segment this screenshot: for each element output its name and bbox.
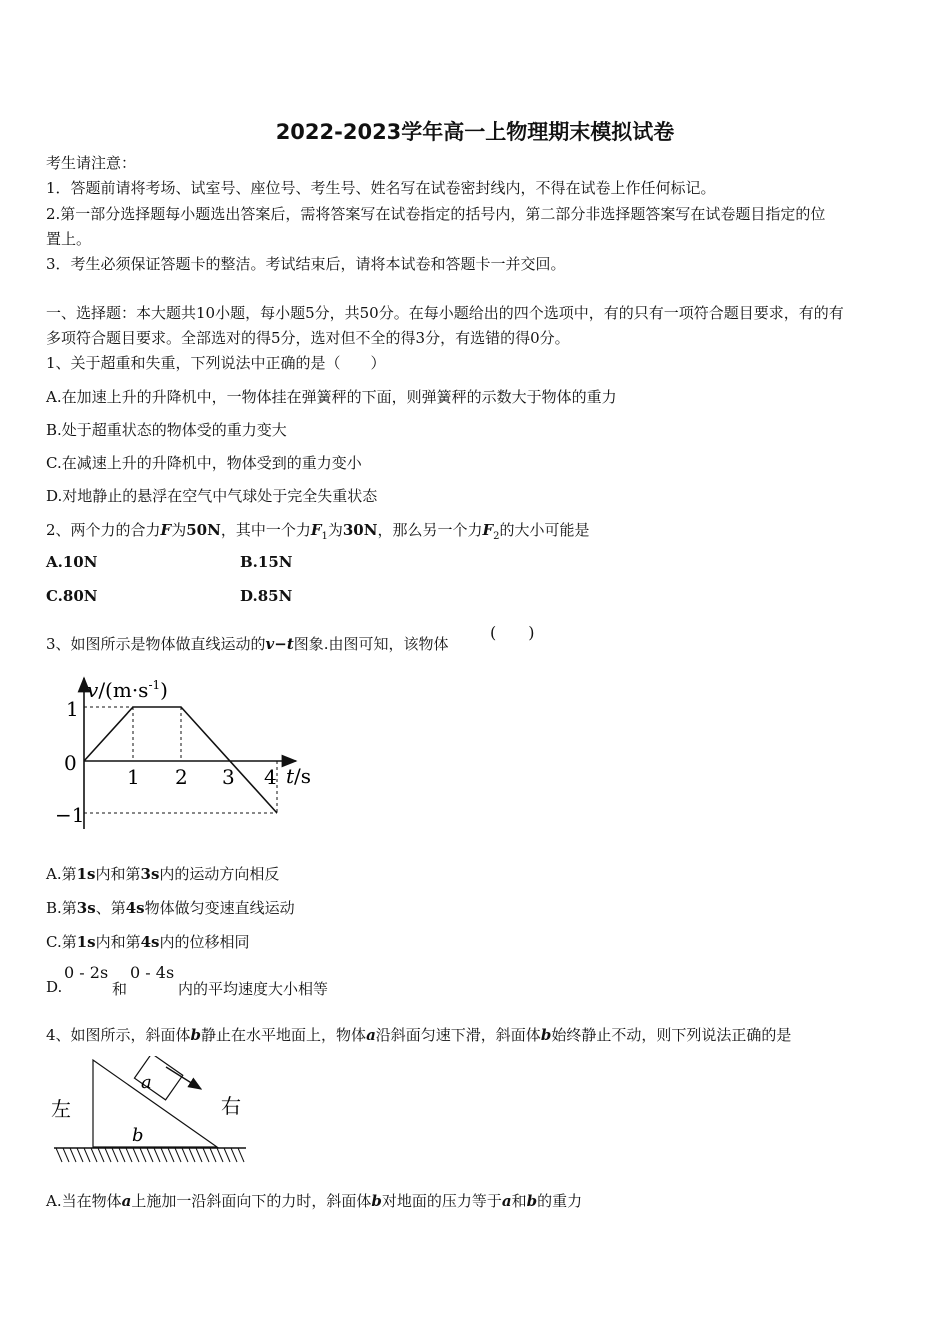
- q3-graph-ylabel-v: v: [87, 678, 99, 702]
- q3-vt: v−t: [265, 635, 294, 653]
- notice-heading: 考生请注意：: [46, 154, 137, 172]
- notice-item-2: 2.第一部分选择题每小题选出答案后，需将答案写在试卷指定的括号内，第二部分非选择题答案写在试卷题目指定的位: [46, 205, 826, 223]
- q3-graph-velocity-line: [84, 707, 277, 813]
- q1-option-c: C.在减速上升的升降机中，物体受到的重力变小: [46, 454, 362, 472]
- q3-graph-xlabel-t: t: [286, 764, 295, 788]
- q3-b-text-3: 物体做匀变速直线运动: [144, 899, 295, 917]
- q2-option-d: D.85N: [240, 587, 293, 605]
- q3-b-3s: 3s: [76, 899, 96, 917]
- q4-a-var-b: b: [371, 1192, 382, 1210]
- q2-stem-text-1: 2、两个力的合力: [46, 521, 161, 539]
- q3-option-c: [46, 931, 250, 952]
- q3-option-a: [46, 863, 279, 884]
- q2-value-50n: 50N: [186, 521, 221, 539]
- q2-stem-text-6: 的大小可能是: [499, 521, 590, 539]
- q3-c-text-1: C.第: [46, 933, 77, 951]
- notice-item-2-cont: 置上。: [46, 230, 92, 248]
- q1-option-a: A.在加速上升的升降机中，一物体挂在弹簧秤的下面，则弹簧秤的示数大于物体的重力: [46, 388, 617, 406]
- q2-force-f2: F: [482, 521, 494, 539]
- q3-graph-tick-x2: 2: [175, 765, 188, 789]
- q3-graph-ylabel-close: ): [160, 678, 168, 702]
- q3-a-text-2: 内和第: [95, 865, 141, 883]
- q2-force-f1: F: [310, 521, 322, 539]
- q3-graph-ylabel: [87, 678, 168, 702]
- page-title: 2022-2023学年高一上物理期末模拟试卷: [275, 120, 675, 144]
- q3-stem-text-2: 图象.由图可知，该物体: [293, 635, 449, 653]
- q4-ground-hatching: [56, 1148, 244, 1162]
- q3-d-text: 内的平均速度大小相等: [178, 980, 329, 998]
- q2-stem-text-3: ，其中一个力: [220, 521, 311, 539]
- q4-a-text-4: 和: [511, 1192, 527, 1210]
- q3-a-text-3: 内的运动方向相反: [159, 865, 280, 883]
- q2-sub-2: 2: [493, 531, 500, 542]
- q3-b-4s: 4s: [125, 899, 145, 917]
- q3-a-1s: 1s: [76, 865, 96, 883]
- q3-b-text-1: B.第: [46, 899, 77, 917]
- q4-a-text-3: 对地面的压力等于: [381, 1192, 502, 1210]
- q4-label-right: 右: [221, 1094, 241, 1118]
- section-intro-line-2: 多项符合题目要求。全部选对的得5分，选对但不全的得3分，有选错的得0分。: [46, 329, 570, 347]
- q4-wedge-label-b: b: [132, 1125, 144, 1146]
- q2-stem: [46, 519, 590, 542]
- q3-vt-graph: [40, 672, 330, 837]
- q3-d-and: 和: [112, 980, 128, 998]
- q3-a-3s: 3s: [140, 865, 160, 883]
- q1-stem: 1、关于超重和失重，下列说法中正确的是（ ）: [46, 354, 386, 372]
- q2-value-30n: 30N: [342, 521, 378, 539]
- q3-a-text-1: A.第: [46, 865, 77, 883]
- q3-option-b: [46, 897, 295, 918]
- q1-option-d: D.对地静止的悬浮在空气中气球处于完全失重状态: [46, 487, 378, 505]
- q3-c-4s: 4s: [140, 933, 160, 951]
- q4-label-left: 左: [51, 1097, 71, 1121]
- q3-b-text-2: 、第: [95, 899, 126, 917]
- q4-b-2: b: [540, 1026, 552, 1044]
- q4-stem-text-3: 沿斜面匀速下滑，斜面体: [375, 1026, 541, 1044]
- q1-option-b: B.处于超重状态的物体受的重力变大: [46, 421, 287, 439]
- q2-option-a: A.10N: [46, 553, 98, 571]
- q3-graph-tick-x1: 1: [127, 765, 140, 789]
- notice-item-1: 1．答题前请将考场、试室号、座位号、考生号、姓名写在试卷密封线内，不得在试卷上作任何标记。: [46, 179, 716, 197]
- q3-graph-xlabel: [286, 764, 311, 788]
- q3-d-range-2: 0 - 4s: [130, 963, 175, 982]
- q3-graph-ylabel-unit: /(m·s: [98, 678, 149, 702]
- q3-graph-tick-y0: 0: [64, 751, 77, 775]
- q3-option-d-label: D.: [46, 978, 63, 996]
- q3-c-text-2: 内和第: [95, 933, 141, 951]
- q3-c-1s: 1s: [76, 933, 96, 951]
- q3-graph-tick-x3: 3: [222, 765, 235, 789]
- q3-graph-tick-y1: 1: [66, 697, 79, 721]
- q2-option-b: B.15N: [240, 553, 293, 571]
- q4-stem-text-1: 4、如图所示，斜面体: [46, 1026, 191, 1044]
- q3-graph-xlabel-unit: /s: [294, 764, 312, 788]
- q4-option-a: [46, 1190, 582, 1211]
- q4-a-text-5: 的重力: [537, 1192, 583, 1210]
- q2-sub-1: 1: [321, 531, 328, 542]
- q4-stem: [46, 1024, 791, 1045]
- q4-a-1: a: [366, 1026, 376, 1044]
- q4-a-text-1: A.当在物体: [46, 1192, 122, 1210]
- q2-stem-text-4: 为: [327, 521, 343, 539]
- q3-graph-tick-ym1: −1: [55, 803, 85, 827]
- q4-a-var-b2: b: [526, 1192, 538, 1210]
- q4-a-var-a: a: [121, 1192, 132, 1210]
- q4-a-var-a2: a: [501, 1192, 512, 1210]
- q4-stem-text-2: 静止在水平地面上，物体: [201, 1026, 367, 1044]
- q3-answer-paren: ( ): [490, 623, 535, 642]
- q3-graph-tick-x4: 4: [264, 765, 277, 789]
- q2-force-f: F: [160, 521, 172, 539]
- q4-block-label-a: a: [141, 1072, 152, 1093]
- q3-stem-text-1: 3、如图所示是物体做直线运动的: [46, 635, 266, 653]
- q3-c-text-3: 内的位移相同: [159, 933, 250, 951]
- q3-graph-ylabel-exp: -1: [148, 678, 161, 692]
- q4-a-text-2: 上施加一沿斜面向下的力时，斜面体: [131, 1192, 372, 1210]
- q2-stem-text-2: 为: [171, 521, 187, 539]
- q4-b-1: b: [190, 1026, 202, 1044]
- q2-stem-text-5: ，那么另一个力: [377, 521, 483, 539]
- section-intro-line-1: 一、选择题：本大题共10小题，每小题5分，共50分。在每小题给出的四个选项中，有的只有一项符合题目要求，有的有: [46, 304, 844, 322]
- q4-stem-text-4: 始终静止不动，则下列说法正确的是: [551, 1026, 792, 1044]
- q2-option-c: C.80N: [46, 587, 98, 605]
- q3-stem: [46, 633, 449, 654]
- q4-incline-figure: [48, 1056, 253, 1174]
- notice-item-3: 3．考生必须保证答题卡的整洁。考试结束后，请将本试卷和答题卡一并交回。: [46, 255, 566, 273]
- q3-d-range-1: 0 - 2s: [64, 963, 109, 982]
